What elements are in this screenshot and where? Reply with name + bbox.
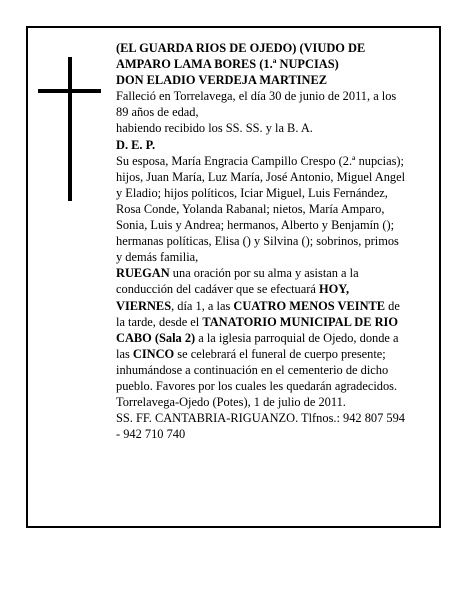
death-notice: Falleció en Torrelavega, el día 30 de junio de 2011, a los 89 años de edad,	[116, 89, 397, 120]
cross-icon-vertical	[68, 57, 72, 201]
funeral-home: SS. FF. CANTABRIA-RIGUANZO. Tlfnos.: 942 807 594 - 942 710 740	[116, 411, 405, 442]
header-line: (EL GUARDA RIOS DE OJEDO) (VIUDO DE AMPARO LAMA BORES (1.ª NUPCIAS)	[116, 41, 366, 72]
request-paragraph: RUEGAN una oración por su alma y asistan a la conducción del cadáver que se efectuará HOY, VIERNES, día 1, a las CUATRO MENOS VEINTE de la tarde, desde el TANATORIO MUNICIPAL DE RIO CABO (Sala 2) a la iglesia parroquial de Ojedo, donde a las CINCO se celebrará el funeral de cuerpo presente; inhumándose a continuación en el cementerio de dicho pueblo. Favores por los cuales les quedarán agradecidos.	[116, 266, 400, 393]
dep-line: D. E. P.	[116, 137, 156, 152]
family-list: Su esposa, María Engracia Campillo Crespo (2.ª nupcias); hijos, Juan María, Luz María, José Antonio, Miguel Angel y Eladio; hijos políticos, Iciar Miguel, Luis Fernández, Rosa Conde, Yolanda Rabanal; nietos, María Amparo, Sonia, Luis y Andrea; hermanos, Alberto y Benjamín (); hermanas políticas, Elisa () y Silvina (); sobrinos, primos y demás familia,	[116, 153, 406, 265]
place-date: Torrelavega-Ojedo (Potes), 1 de julio de 2011.	[116, 395, 346, 410]
cross-icon-horizontal	[38, 89, 101, 93]
deceased-name: DON ELADIO VERDEJA MARTINEZ	[116, 73, 328, 88]
obituary-text	[116, 40, 406, 442]
obituary-frame	[26, 26, 441, 528]
sacraments-line: habiendo recibido los SS. SS. y la B. A.	[116, 121, 313, 136]
